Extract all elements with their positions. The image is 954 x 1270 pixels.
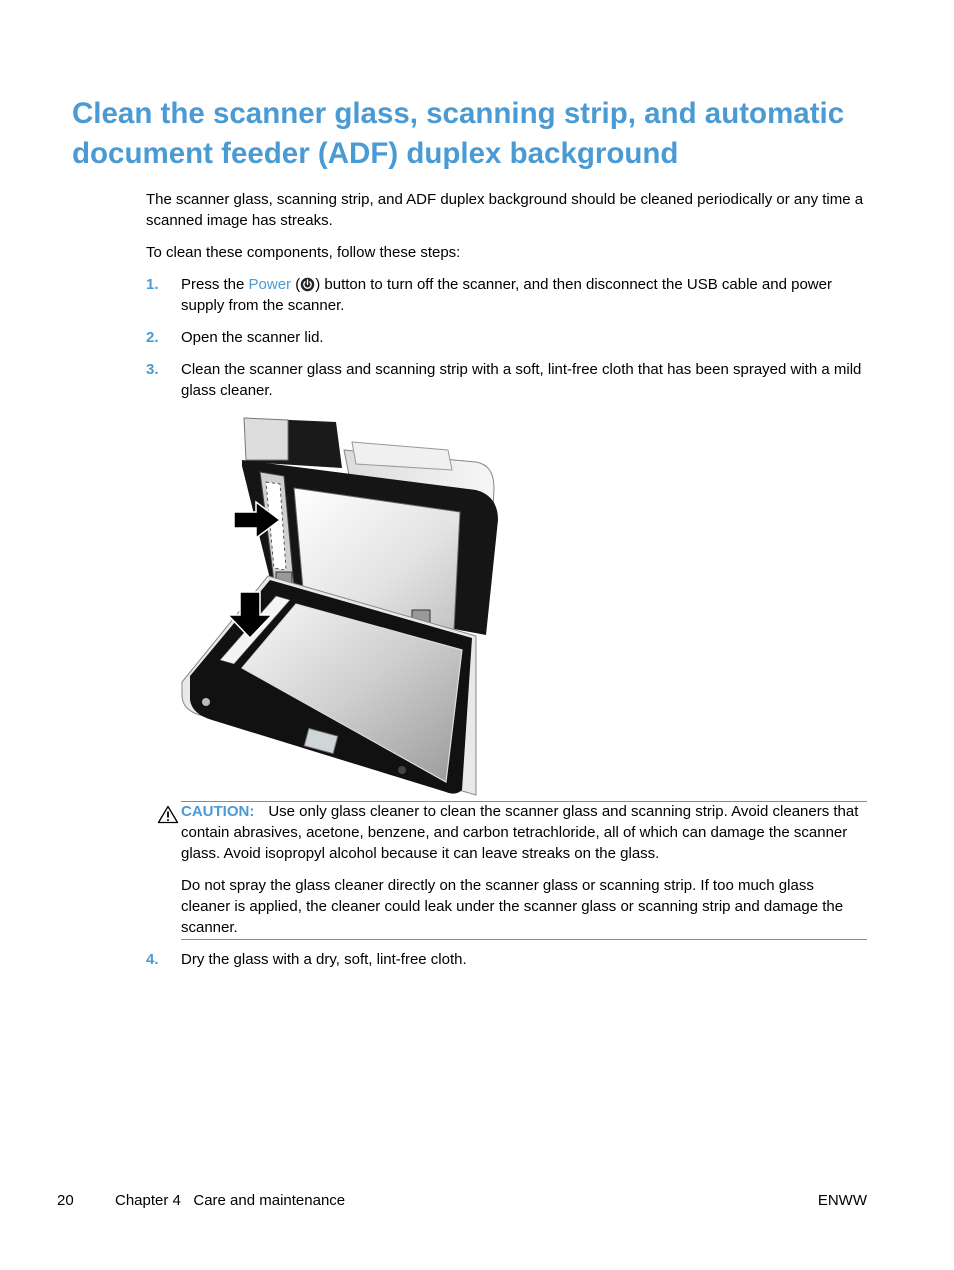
step-4-text: Dry the glass with a dry, soft, lint-free cloth. — [181, 951, 467, 968]
power-link[interactable]: Power — [248, 276, 292, 293]
step-1-number: 1. — [146, 276, 159, 293]
footer-page-number: 20 — [57, 1192, 74, 1209]
step-1-post: ) button to turn off the scanner, and then disconnect the USB cable and power supply from the scanner. — [181, 276, 832, 314]
caution-bottom-rule — [181, 939, 867, 940]
caution-text-1: Use only glass cleaner to clean the scanner glass and scanning strip. Avoid cleaners that contain abrasives, acetone, benzene, and carbon tetrachloride, all of which can damage the scanner glass. Avoid isopropyl alcohol because it can leave streaks on the glass. — [181, 803, 859, 862]
step-3-text: Clean the scanner glass and scanning strip with a soft, lint-free cloth that has been sprayed with a mild glass cleaner. — [181, 361, 862, 399]
step-1-text — [181, 274, 871, 316]
step-2-number: 2. — [146, 329, 159, 346]
power-icon — [300, 277, 315, 292]
page-title — [72, 94, 892, 174]
footer-locale: ENWW — [817, 1192, 867, 1209]
title-line-1: Clean the scanner glass, scanning strip, and automatic — [72, 97, 845, 130]
caution-paragraph-1 — [181, 801, 867, 864]
footer-chapter: Chapter 4 Care and maintenance — [115, 1192, 346, 1209]
step-3-number: 3. — [146, 361, 159, 378]
step-1-pre: Press the — [181, 276, 249, 293]
step-4-number: 4. — [146, 951, 159, 968]
caution-label: CAUTION: — [181, 803, 255, 820]
caution-paragraph-2: Do not spray the glass cleaner directly on the scanner glass or scanning strip. If too much glass cleaner is applied, the cleaner could leak under the scanner glass or scanning strip and damage the scanner. — [181, 877, 844, 936]
step-2-text: Open the scanner lid. — [181, 329, 324, 346]
caution-icon — [157, 805, 179, 824]
intro-paragraph: The scanner glass, scanning strip, and ADF duplex background should be cleaned periodically or any time a scanned image has streaks. — [146, 191, 864, 229]
steps-intro: To clean these components, follow these steps: — [146, 244, 461, 261]
scanner-illustration — [176, 410, 506, 800]
step-1-paren: ( — [291, 276, 301, 293]
title-line-2: document feeder (ADF) duplex background — [72, 137, 679, 170]
